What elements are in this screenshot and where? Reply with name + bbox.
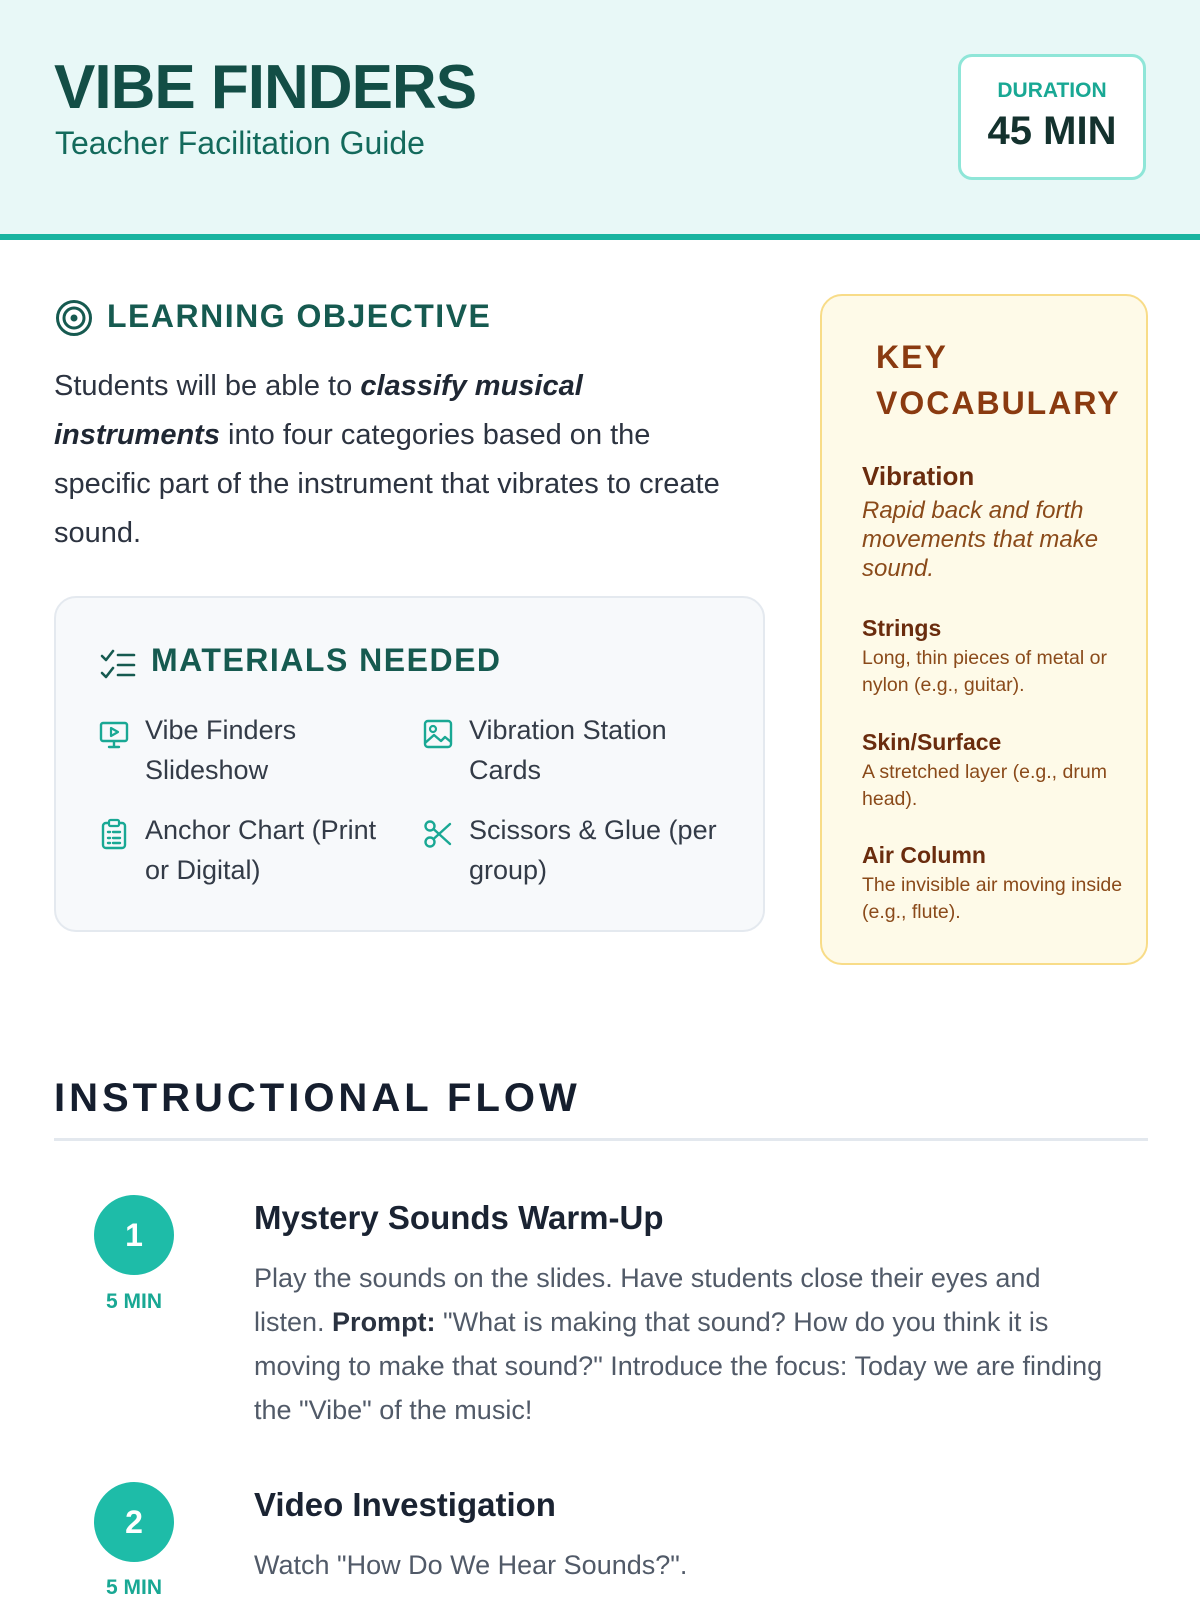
target-icon <box>55 299 93 337</box>
step-duration: 5 MIN <box>105 1290 162 1313</box>
material-item: Anchor Chart (Print or Digital) <box>145 810 405 890</box>
page-header <box>0 0 1200 240</box>
clipboard-icon <box>98 818 130 850</box>
divider <box>54 1138 1148 1141</box>
page-title: VIBE FINDERS <box>54 53 477 122</box>
page-subtitle: Teacher Facilitation Guide <box>55 125 425 161</box>
vocab-term <box>862 728 1132 813</box>
flow-heading: INSTRUCTIONAL FLOW <box>54 1076 581 1120</box>
vocab-term-name: Air Column <box>862 842 986 868</box>
vocab-term-definition: The invisible air moving inside (e.g., flute). <box>862 874 1123 923</box>
vocab-term-definition: Long, thin pieces of metal or nylon (e.g., guitar). <box>862 647 1107 696</box>
step-title: Video Investigation <box>254 1486 556 1523</box>
image-icon <box>422 718 454 750</box>
vocab-term-definition: A stretched layer (e.g., drum head). <box>862 761 1107 810</box>
vocab-term <box>862 460 1132 583</box>
scissors-icon <box>422 818 454 850</box>
vocab-term <box>862 614 1132 699</box>
step-description: Watch "How Do We Hear Sounds?". <box>254 1550 688 1580</box>
presentation-icon <box>98 718 130 750</box>
objective-emphasis: classify musical instruments <box>54 370 583 451</box>
duration-badge <box>958 54 1146 180</box>
vocabulary-heading: KEY VOCABULARY <box>876 339 1121 421</box>
vocab-term-name: Skin/Surface <box>862 729 1002 755</box>
step-title: Mystery Sounds Warm-Up <box>254 1199 664 1236</box>
material-item: Scissors & Glue (per group) <box>469 810 729 890</box>
materials-heading: MATERIALS NEEDED <box>151 642 502 678</box>
materials-card <box>54 596 765 932</box>
step-number: 2 <box>94 1482 174 1562</box>
step-duration: 5 MIN <box>105 1576 162 1599</box>
step-description: Play the sounds on the slides. Have students close their eyes and listen. Prompt: "What is making that sound? How do you think it is moving to make that sound?" Introduce the focus: Today we are finding the "Vibe" of the music! <box>254 1263 1103 1425</box>
material-item: Vibration Station Cards <box>469 710 729 790</box>
duration-value: 45 MIN <box>987 109 1117 153</box>
material-item: Vibe Finders Slideshow <box>145 710 405 790</box>
vocab-term-name: Vibration <box>862 461 975 491</box>
step-number: 1 <box>94 1195 174 1275</box>
vocab-term <box>862 841 1132 926</box>
checklist-icon <box>100 648 136 682</box>
vocab-term-definition: Rapid back and forth movements that make sound. <box>862 497 1099 582</box>
vocabulary-card <box>820 294 1148 965</box>
objective-heading: LEARNING OBJECTIVE <box>107 298 492 334</box>
objective-text: Students will be able to classify musical instruments into four categories based on the specific part of the instrument that vibrates to create sound. <box>54 370 720 549</box>
vocab-term-name: Strings <box>862 615 942 641</box>
duration-label: DURATION <box>997 79 1107 102</box>
